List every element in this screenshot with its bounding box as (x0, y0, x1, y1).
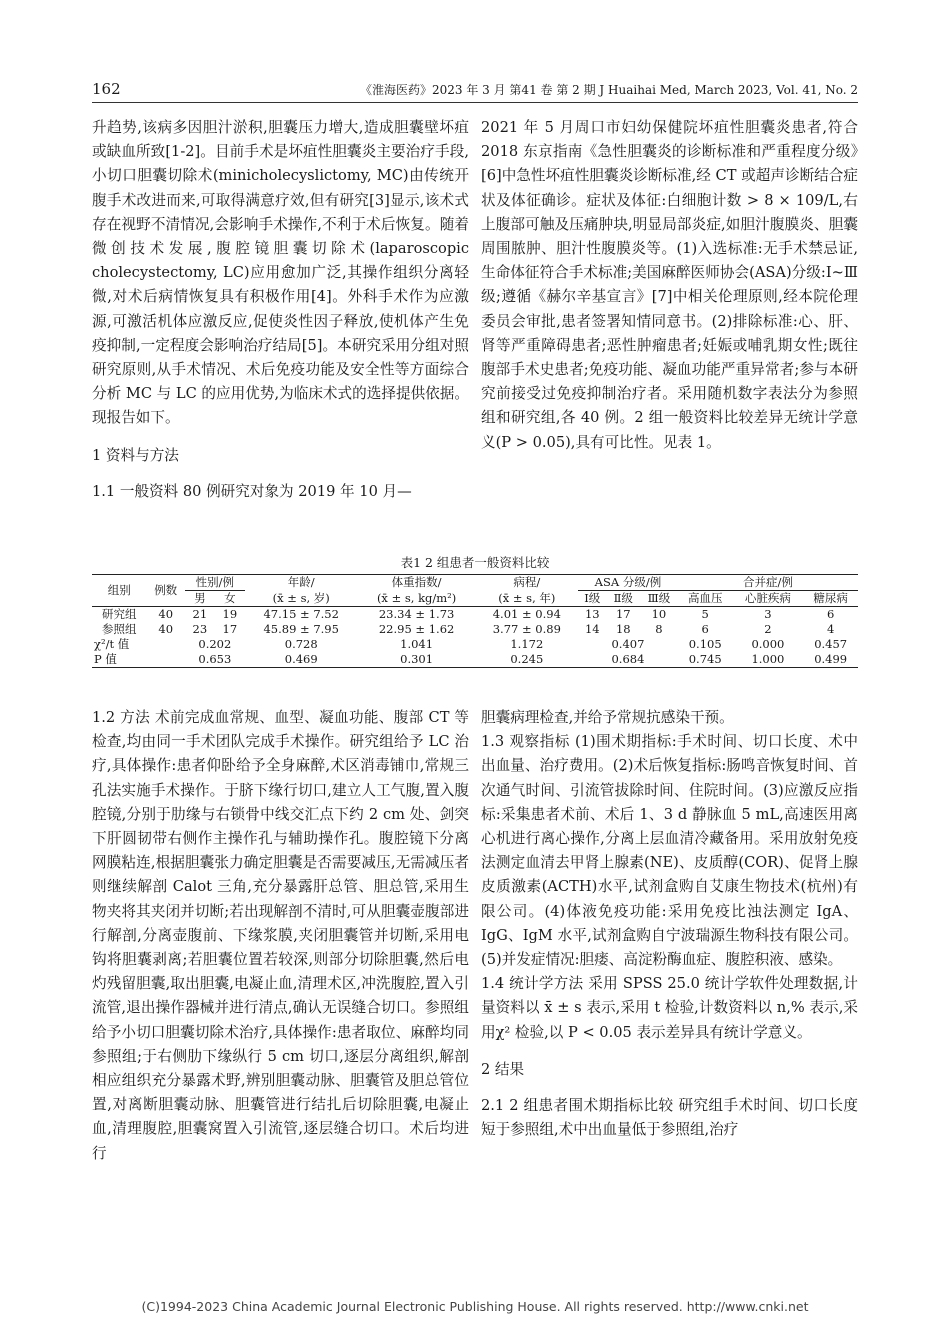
th-asa1: Ⅰ级 (584, 591, 601, 605)
th-male: 男 (194, 591, 206, 605)
cell-dm: 4 (827, 622, 835, 636)
th-heart-disease: 心脏疾病 (744, 591, 791, 605)
cell-stat-label: χ²/t 值 (94, 637, 130, 651)
th-asa3: Ⅲ级 (647, 591, 671, 605)
page-header (92, 78, 858, 103)
cell-stat-sex: 0.653 (185, 652, 245, 668)
cell-course: 3.77 ± 0.89 (492, 622, 561, 636)
cell-asa3: 10 (640, 607, 678, 623)
cell-stat-asa: 0.407 (611, 637, 645, 651)
cell-stat-dm: 0.499 (803, 652, 858, 668)
th-sex: 性别/例 (185, 575, 245, 591)
cell-stat-bmi: 1.041 (400, 637, 434, 651)
th-course: 病程/ (476, 575, 578, 591)
cell-stat-age: 0.469 (245, 652, 358, 668)
cell-stat-htn: 0.745 (678, 652, 733, 668)
section-heading-materials-methods: 1 资料与方法 (92, 446, 179, 464)
cell-asa2: 18 (615, 622, 631, 636)
cell-female: 17 (222, 622, 238, 636)
cell-dm: 6 (803, 607, 858, 623)
left-column-bottom (92, 706, 469, 1166)
table-row (92, 607, 858, 623)
th-bmi: 体重指数/ (358, 575, 476, 591)
right-column-top (481, 116, 858, 455)
cell-heart: 2 (764, 622, 772, 636)
th-asa: ASA 分级/例 (578, 575, 678, 591)
cell-asa3: 8 (655, 622, 663, 636)
table-stat-row (92, 637, 858, 652)
cell-bmi: 22.95 ± 1.62 (378, 622, 455, 636)
cell-stat-heart: 0.000 (751, 637, 785, 651)
th-comorbidity: 合并症/例 (678, 575, 858, 591)
cell-stat-course: 1.172 (510, 637, 544, 651)
cell-age: 45.89 ± 7.95 (263, 622, 339, 636)
left-column-top (92, 116, 469, 504)
cell-stat-bmi: 0.301 (358, 652, 476, 668)
subsection-general-data: 1.1 一般资料 80 例研究对象为 2019 年 10 月— (92, 482, 412, 500)
cell-asa2: 17 (607, 607, 640, 623)
journal-citation: 《淮海医药》2023 年 3 月 第41 卷 第 2 期 J Huaihai Med, March 2023, Vol. 41, No. 2 (360, 83, 858, 97)
general-data-table (92, 574, 858, 668)
th-age-unit: (x̄ ± s, 岁) (272, 590, 330, 605)
cell-stat-asa: 0.684 (578, 652, 678, 668)
th-cases: 例数 (147, 575, 185, 607)
cell-stat-age: 0.728 (284, 637, 318, 651)
results-paragraph: 2.1 2 组患者围术期指标比较 研究组手术时间、切口长度短于参照组,术中出血量低于参照组,治疗 (481, 1097, 858, 1139)
cell-stat-dm: 0.457 (814, 637, 848, 651)
th-asa2: Ⅱ级 (613, 591, 633, 605)
cell-age: 47.15 ± 7.52 (245, 607, 358, 623)
table-header-row-1 (92, 575, 858, 591)
methods-paragraph: 1.2 方法 术前完成血常规、血型、凝血功能、腹部 CT 等检查,均由同一手术团队完成手术操作。研究组给予 LC 治疗,具体操作:患者仰卧给予全身麻醉,术区消毒铺巾,常规三孔法实施手术操作。于脐下缘行切口,建立人工气腹,置入腹腔镜,分别于肋缘与右锁骨中线交汇点下约 2 cm 处、剑突下肝圆韧带右侧作主操作孔与辅助操作孔。腹腔镜下分离网膜粘连,根据胆囊张力确定胆囊是否需要减压,无需减压者则继续解剖 Calot 三角,充分暴露肝总管、胆总管,采用生物夹将其夹闭并切断;若出现解剖不清时,可从胆囊壶腹部进行解剖,分离壶腹前、下缘浆膜,夹闭胆囊管并切断,采用电钩将胆囊剥离;若胆囊位置若较深,则部分切除胆囊,然后电灼残留胆囊,取出胆囊,电凝止血,清理术区,冲洗腹腔,置入引流管,退出操作器械并进行清点,确认无误缝合切口。参照组给予小切口胆囊切除术治疗,具体操作:患者取位、麻醉均同参照组;于右侧肋下缘纵行 5 cm 切口,逐层分离组织,解剖相应组织充分暴露术野,辨别胆囊动脉、胆囊管及胆总管位置,对离断胆囊动脉、胆囊管进行结扎后切除胆囊,电凝止血,清理腹腔,胆囊窝置入引流管,逐层缝合切口。术后均进行 (92, 709, 469, 1162)
intro-paragraph: 升趋势,该病多因胆汁淤积,胆囊压力增大,造成胆囊壁坏疽或缺血所致[1-2]。目前手术是坏疽性胆囊炎主要治疗手段,小切口胆囊切除术(minicholecyslictomy, MC)由传统开腹手术改进而来,可取得满意疗效,但有研究[3]显示,该术式存在视野不清情况,会影响手术操作,不利于术后恢复。随着微创技术发展,腹腔镜胆囊切除术(laparoscopic cholecystectomy, LC)应用愈加广泛,其操作组织分离轻微,对术后病情恢复具有积极作用[4]。外科手术作为应激源,可激活机体应激反应,促使炎性因子释放,使机体产生免疫抑制,一定程度会影响治疗结局[5]。本研究采用分组对照研究原则,从手术情况、术后免疫功能及安全性等方面综合分析 MC 与 LC 的应用优势,为临床术式的选择提供依据。现报告如下。 (92, 119, 469, 427)
table-row (92, 622, 858, 637)
th-female: 女 (224, 591, 236, 605)
cell-stat-label: P 值 (92, 652, 185, 668)
cell-n: 40 (147, 607, 185, 623)
table-stat-row (92, 652, 858, 668)
th-course-unit: (x̄ ± s, 年) (498, 590, 556, 605)
cell-stat-htn: 0.105 (688, 637, 722, 651)
section-heading-results: 2 结果 (481, 1060, 525, 1078)
page-number: 162 (92, 80, 121, 98)
cell-stat-course: 0.245 (476, 652, 578, 668)
cell-stat-sex: 0.202 (198, 637, 232, 651)
cell-htn: 6 (701, 622, 709, 636)
table-title: 表1 2 组患者一般资料比较 (400, 555, 550, 570)
statistical-methods: 1.4 统计学方法 采用 SPSS 25.0 统计学软件处理数据,计量资料以 x̄ ± s 表示,采用 t 检验,计数资料以 n,% 表示,采用χ² 检验,以 P < 0.05 表示差异具有统计学意义。 (481, 975, 858, 1041)
general-data-paragraph: 2021 年 5 月周口市妇幼保健院坏疽性胆囊炎患者,符合 2018 东京指南《急性胆囊炎的诊断标准和严重程度分级》[6]中急性坏疽性胆囊炎诊断标准,经 CT 或超声诊断结合症状及体征确诊。症状及体征:白细胞计数 > 8 × 109/L,右上腹部可触及压痛肿块,明显局部炎症,如胆汁腹膜炎、胆囊周围脓肿、胆汁性腹膜炎等。(1)入选标准:无手术禁忌证,生命体征符合手术标准;美国麻醉医师协会(ASA)分级:Ⅰ~Ⅲ级;遵循《赫尔辛基宣言》[7]中相关伦理原则,经本院伦理委员会审批,患者签署知情同意书。(2)排除标准:心、肝、肾等严重障碍患者;恶性肿瘤患者;妊娠或哺乳期女性;既往腹部手术史患者;免疫功能、凝血功能严重异常者;参与本研究前接受过免疫抑制治疗者。采用随机数字表法分为参照组和研究组,各 40 例。2 组一般资料比较差异无统计学意义(P > 0.05),具有可比性。见表 1。 (481, 119, 858, 451)
methods-continued: 胆囊病理检查,并给予常规抗感染干预。 (481, 709, 734, 726)
cell-asa1: 14 (584, 622, 600, 636)
cell-course: 4.01 ± 0.94 (476, 607, 578, 623)
th-group: 组别 (92, 575, 147, 607)
right-column-bottom (481, 706, 858, 1142)
copyright-footer: (C)1994-2023 China Academic Journal Electronic Publishing House. All rights reserved. http://www.cnki.net (141, 1299, 809, 1314)
cell-htn: 5 (678, 607, 733, 623)
cell-group: 研究组 (92, 607, 147, 623)
table-header-row-2 (92, 591, 858, 607)
th-bmi-unit: (x̄ ± s, kg/m²) (376, 590, 457, 605)
observation-indicators: 1.3 观察指标 (1)围术期指标:手术时间、切口长度、术中出血量、治疗费用。(2)术后恢复指标:肠鸣音恢复时间、首次通气时间、引流管拔除时间、住院时间。(3)应激反应指标:采集患者术前、术后 1、3 d 静脉血 5 mL,高速医用离心机进行离心操作,分离上层血清冷藏备用。采用放射免疫法测定血清去甲肾上腺素(NE)、皮质醇(COR)、促肾上腺皮质激素(ACTH)水平,试剂盒购自艾康生物技术(杭州)有限公司。(4)体液免疫功能:采用免疫比浊法测定 IgA、IgG、IgM 水平,试剂盒购自宁波瑞源生物科技有限公司。(5)并发症情况:胆瘘、高淀粉酶血症、腹腔积液、感染。 (481, 733, 858, 969)
cell-group: 参照组 (102, 622, 137, 636)
th-hypertension: 高血压 (687, 591, 723, 605)
cell-male: 23 (192, 622, 208, 636)
cell-asa1: 13 (578, 607, 607, 623)
cell-stat-heart: 1.000 (732, 652, 803, 668)
th-diabetes: 糖尿病 (813, 591, 848, 605)
cell-bmi: 23.34 ± 1.73 (358, 607, 476, 623)
cell-female: 19 (215, 607, 245, 623)
th-age: 年龄/ (245, 575, 358, 591)
cell-n: 40 (158, 622, 174, 636)
cell-male: 21 (185, 607, 215, 623)
cell-heart: 3 (732, 607, 803, 623)
